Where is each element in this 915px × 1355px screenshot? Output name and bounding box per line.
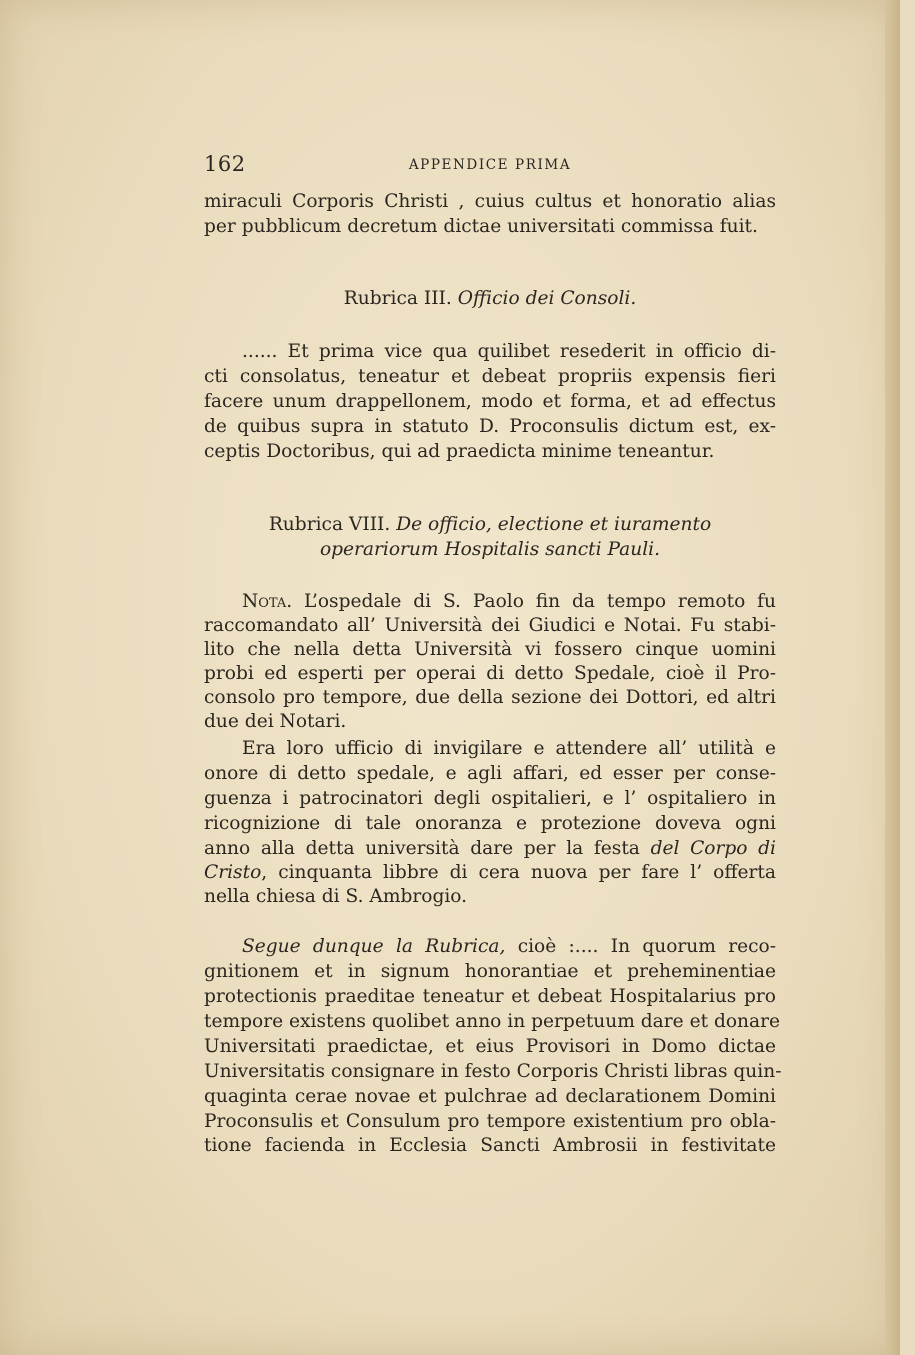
segue-line: Universitatis consignare in festo Corporis Christi libras quin- [204, 1061, 782, 1082]
nota-line: lito che nella detta Università vi fossero cinque uomini [204, 639, 776, 660]
nota-para2-line: nella chiesa di S. Ambrogio. [204, 886, 468, 907]
rubrica-3-line: cti consolatus, teneatur et debeat propriis expensis fieri [204, 366, 776, 387]
segue-line: tempore existens quolibet anno in perpetuum dare et donare [204, 1011, 781, 1032]
page-number: 162 [204, 152, 246, 176]
running-header [204, 152, 776, 178]
segue-line: tione facienda in Ecclesia Sancti Ambrosii in festivitate [204, 1135, 776, 1156]
nota-line: due dei Notari. [204, 711, 347, 732]
rubrica-8-heading [204, 513, 776, 537]
nota-para2-line: onore di detto spedale, e agli affari, ed esser per conse- [204, 763, 776, 784]
rubrica-8-heading-title-cont: operariorum Hospitalis sancti Pauli. [319, 539, 661, 560]
continuation-line: miraculi Corporis Christi , cuius cultus et honoratio alias [204, 191, 776, 212]
nota-line: raccomandato all’ Università dei Giudici e Notai. Fu stabi- [204, 615, 776, 636]
nota-cristo-italic: Cristo [204, 862, 262, 883]
segue-first-line [242, 935, 776, 959]
rubrica-3-heading [204, 287, 776, 311]
page-edge [885, 0, 900, 1355]
nota-para2-line [204, 837, 776, 861]
nota-label: Nota. [242, 591, 293, 612]
rubrica-3-line: facere unum drappellonem, modo et forma, et ad effectus [204, 391, 776, 412]
nota-para2-line [204, 861, 776, 885]
nota-first-line-text: L’ospedale di S. Paolo fin da tempo remoto fu [304, 591, 776, 612]
nota-festa-text: anno alla detta università dare per la festa [204, 838, 640, 859]
nota-para2-line: Era loro ufficio di invigilare e attendere all’ utilità e [242, 738, 776, 759]
rubrica-3-heading-title: Officio dei Consoli. [457, 288, 637, 309]
rubrica-8-heading-title: De officio, electione et iuramento [396, 514, 712, 535]
rubrica-3-line: de quibus supra in statuto D. Proconsulis dictum est, ex- [204, 416, 776, 437]
rubrica-3-line: ...... Et prima vice qua quilibet resederit in officio di- [242, 341, 776, 362]
nota-first-line [242, 590, 776, 614]
running-title: APPENDICE PRIMA [408, 157, 572, 173]
nota-para2-line: guenza i patrocinatori degli ospitalieri, e l’ ospitaliero in [204, 788, 776, 809]
rubrica-8-heading-prefix: Rubrica VIII. [268, 514, 391, 535]
nota-para2-line: ricognizione di tale onoranza e protezione doveva ogni [204, 813, 776, 834]
segue-line: quaginta cerae novae et pulchrae ad declarationem Domini [204, 1086, 776, 1107]
rubrica-3-line: ceptis Doctoribus, qui ad praedicta minime teneantur. [204, 441, 715, 462]
nota-festa-italic: del Corpo di [650, 838, 776, 859]
nota-offerta-text: , cinquanta libbre di cera nuova per fare l’ offerta [261, 862, 776, 883]
segue-line: Universitati praedictae, et eius Provisori in Domo dictae [204, 1036, 776, 1057]
segue-line: protectionis praeditae teneatur et debeat Hospitalarius pro [204, 986, 776, 1007]
rubrica-3-heading-prefix: Rubrica III. [343, 288, 452, 309]
nota-line: consolo pro tempore, due della sezione dei Dottori, ed altri [204, 687, 776, 708]
nota-line: probi ed esperti per operai di detto Spedale, cioè il Pro- [204, 663, 776, 684]
segue-first-line-text: cioè :.... In quorum reco- [517, 936, 776, 957]
segue-line: Proconsulis et Consulum pro tempore existentium pro obla- [204, 1111, 776, 1132]
segue-intro: Segue dunque la Rubrica, [242, 936, 506, 957]
continuation-line: per pubblicum decretum dictae universitati commissa fuit. [204, 216, 758, 237]
segue-line: gnitionem et in signum honorantiae et preheminentiae [204, 961, 776, 982]
